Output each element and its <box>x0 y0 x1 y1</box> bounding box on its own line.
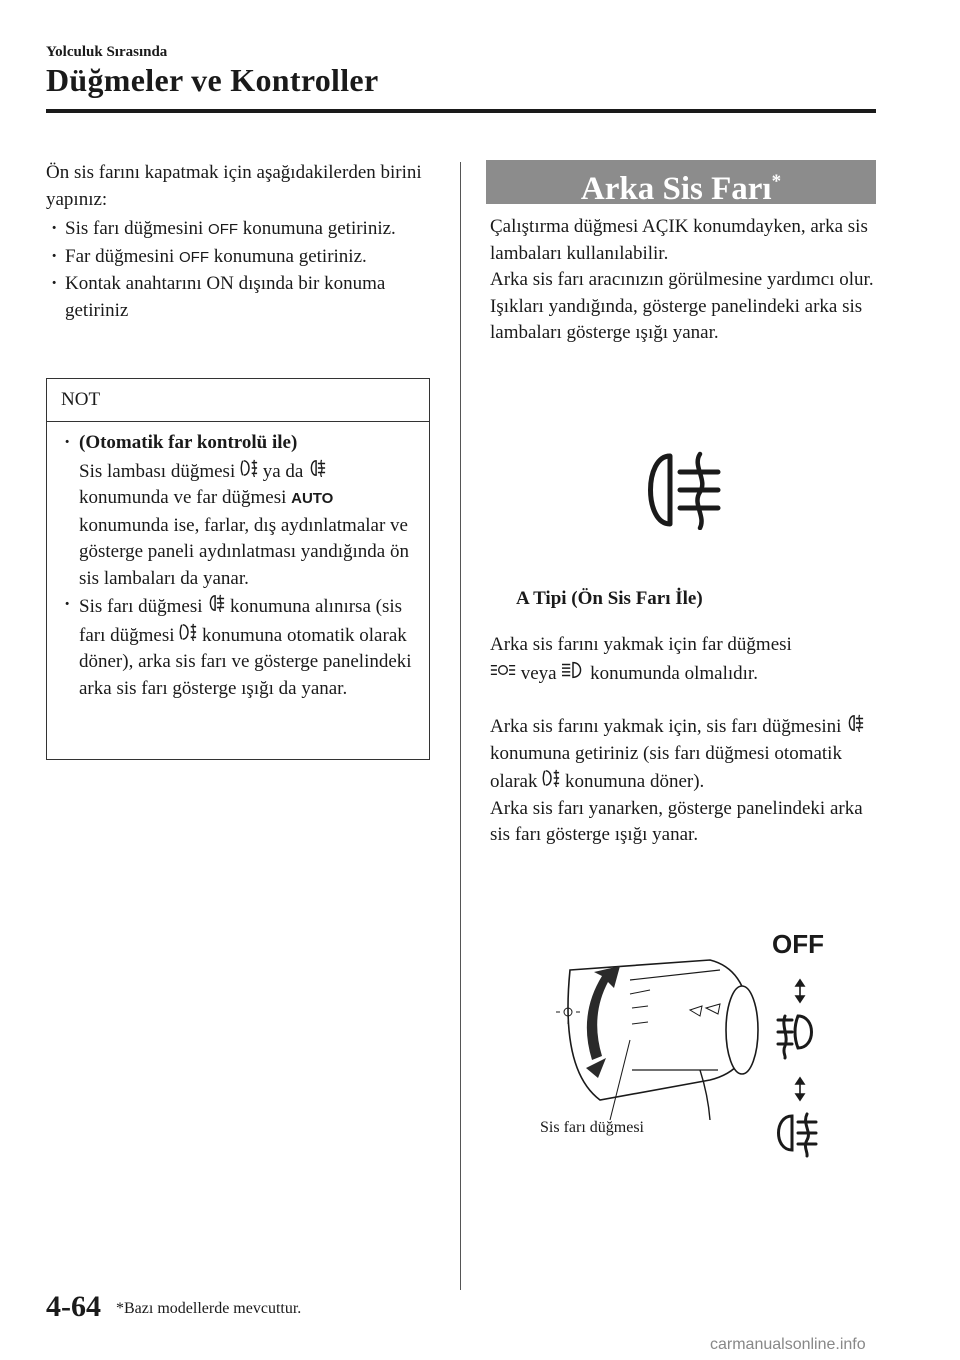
asterisk: * <box>771 171 782 192</box>
front-fog-lamp-icon <box>542 767 560 789</box>
off-label: OFF <box>772 929 824 959</box>
note-body <box>47 422 429 702</box>
front-fog-lamp-icon <box>179 621 197 643</box>
up-down-arrow-icon <box>796 1078 804 1100</box>
intro-text <box>490 214 878 347</box>
rear-fog-lamp-icon <box>308 457 326 479</box>
section-name: Yolculuk Sırasında <box>46 44 168 60</box>
rear-fog-lamp-icon <box>846 712 864 734</box>
left-column <box>46 160 446 324</box>
footnote: *Bazı modellerde mevcuttur. <box>116 1300 302 1317</box>
list-item: · Far düğmesini OFF konumuna getiriniz. <box>46 244 446 272</box>
fog-switch-label: Sis farı düğmesi <box>540 1119 644 1136</box>
up-down-arrow-icon <box>796 980 804 1002</box>
paragraph: Arka sis farını yakmak için, sis farı düğmesini konumuna getiriniz (sis farı düğmesi otomatik olarak konumuna döner). <box>490 712 878 796</box>
front-fog-lamp-icon <box>240 457 258 479</box>
list-item: · Sis farı düğmesini OFF konumuna getiriniz. <box>46 216 446 244</box>
rear-fog-lamp-icon <box>640 450 730 530</box>
note-subtitle: (Otomatik far kontrolü ile) <box>79 432 298 453</box>
rear-fog-lamp-icon <box>779 1114 817 1156</box>
rear-fog-lamp-icon <box>207 592 225 614</box>
page-title: Düğmeler ve Kontroller <box>46 62 379 98</box>
note-box <box>46 378 430 760</box>
list-item: · Kontak anahtarını ON dışında bir konuma getiriniz <box>46 271 446 324</box>
off-key: OFF <box>208 221 239 238</box>
intro-paragraph: Ön sis farını kapatmak için aşağıdakilerden birini yapınız: <box>46 162 422 210</box>
off-steps-list <box>46 216 446 324</box>
off-key: OFF <box>179 248 209 266</box>
paragraph: Arka sis farı yanarken, gösterge panelindeki arka sis farı gösterge ışığı yanar. <box>490 797 863 845</box>
column-divider <box>460 162 461 1290</box>
watermark: carmanualsonline.info <box>710 1336 866 1353</box>
rear-fog-instructions <box>490 712 878 849</box>
parking-lamp-icon <box>490 659 516 681</box>
paragraph: Işıkları yandığında, gösterge panelindeki arka sis lambaları gösterge ışığı yanar. <box>490 295 863 343</box>
section-banner: Arka Sis Farı* <box>486 160 876 204</box>
page-number: 4-64 <box>46 1290 101 1323</box>
auto-key: AUTO <box>291 490 334 507</box>
paragraph: Arka sis farını yakmak için far düğmesi veya konumunda olmalıdır. <box>490 634 792 684</box>
headlight-requirement <box>490 632 878 687</box>
figure-caption: A Tipi (Ön Sis Farı İle) <box>516 588 703 609</box>
list-item: · (Otomatik far kontrolü ile) Sis lambası düğmesi ya da konumunda ve far düğmesi AUTO konumunda ise, farlar, dış aydınlatmalar ve gösterge paneli aydınlatması yandığında ön sis lambaları da yanar. <box>61 430 419 592</box>
header-rule <box>46 109 876 113</box>
paragraph: Çalıştırma düğmesi AÇIK konumdayken, arka sis lambaları kullanılabilir. <box>490 216 868 264</box>
headlight-icon <box>561 659 585 681</box>
list-item: · Sis farı düğmesi konumuna alınırsa (sis farı düğmesi konumuna otomatik olarak döner), arka sis farı ve gösterge panelindeki arka sis farı gösterge ışığı da yanar. <box>61 592 419 702</box>
note-title: NOT <box>47 379 429 422</box>
front-fog-lamp-icon <box>778 1016 812 1058</box>
paragraph: Arka sis farı aracınızın görülmesine yardımcı olur. <box>490 269 874 290</box>
